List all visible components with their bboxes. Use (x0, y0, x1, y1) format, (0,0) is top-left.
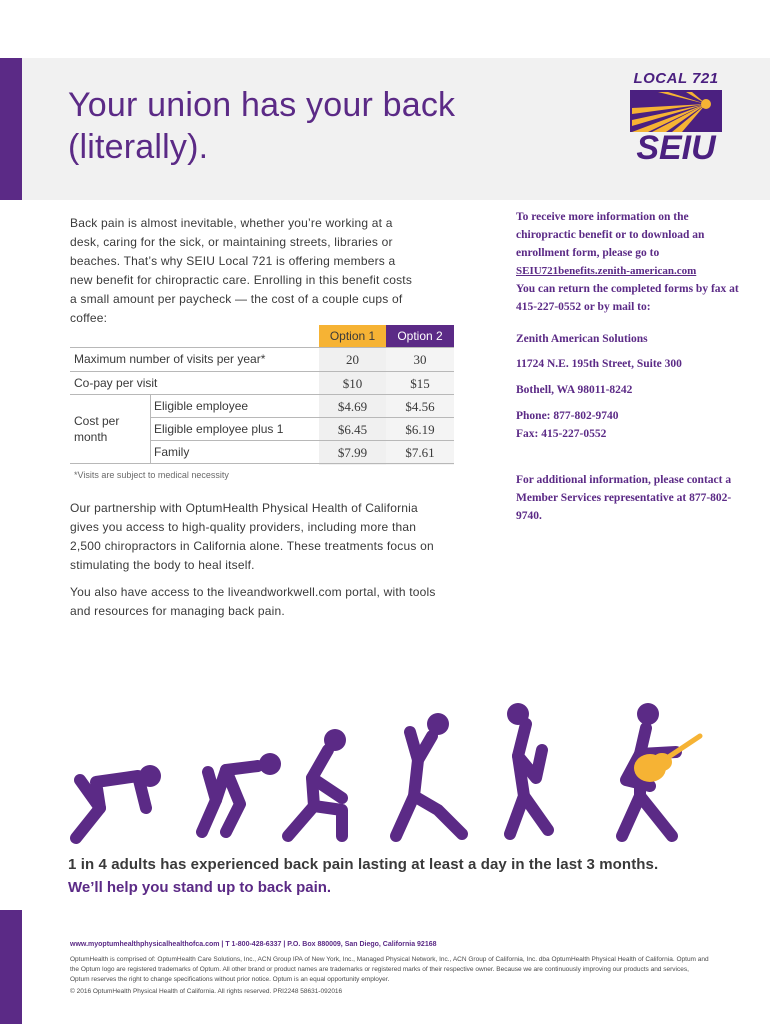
cost-option2: $6.19 (405, 422, 435, 437)
support-tagline: We’ll help you stand up to back pain. (68, 879, 332, 896)
mail-organization: Zenith American Solutions (516, 333, 648, 345)
option2-header: Option 2 (386, 325, 454, 347)
accent-bar-top (0, 58, 22, 200)
cost-row-label: Family (154, 445, 190, 459)
fax-number: Fax: 415-227-0552 (516, 428, 607, 440)
cost-row-label: Eligible employee plus 1 (154, 422, 284, 436)
option1-header: Option 1 (319, 325, 386, 347)
copay-label: Co-pay per visit (74, 376, 158, 390)
headline-line-1: Your union has your back (68, 86, 456, 124)
cost-option2: $7.61 (405, 445, 435, 460)
figure-crawling (76, 776, 146, 838)
mail-street: 11724 N.E. 195th Street, Suite 300 (516, 358, 682, 370)
accent-bar-bottom (0, 910, 22, 1024)
copay-option1: $10 (342, 376, 363, 391)
figure-kneeling-up (288, 750, 342, 836)
info-text: To receive more information on the chiropractic benefit or to download an enrollment form, please go to (516, 211, 705, 259)
member-services-text: For additional information, please contact a Member Services representative at 877-802-9740. (516, 474, 732, 522)
portal-paragraph: You also have access to the liveandworkwell.com portal, with tools and resources for managing back pain. (70, 585, 436, 618)
mail-city: Bothell, WA 98011-8242 (516, 384, 633, 396)
footer-contact: www.myoptumhealthphysicalhealthofca.com | T 1-800-428-6337 | P.O. Box 880009, San Diego, California 92168 (70, 941, 437, 948)
copay-option2: $15 (410, 376, 430, 391)
cost-option1: $6.45 (337, 422, 368, 437)
seiu-local-721-logo (628, 70, 724, 166)
statistic-tagline: 1 in 4 adults has experienced back pain lasting at least a day in the last 3 months. (68, 856, 659, 873)
enrollment-link[interactable]: SEIU721benefits.zenith-american.com (516, 265, 697, 277)
page-title (68, 84, 548, 168)
logo-local-text: LOCAL 721 (633, 70, 719, 87)
cost-option1: $4.69 (337, 399, 368, 414)
visits-option2: 30 (413, 352, 427, 367)
partnership-paragraph: Our partnership with OptumHealth Physical Health of California gives you access to high-quality providers, including more than 2,500 chiropractors in California alone. These treatments focus on stimulating the body to heal itself. (70, 501, 434, 572)
cost-row-label: Eligible employee (154, 399, 249, 413)
figure-standing (510, 724, 548, 834)
table-row (150, 394, 454, 418)
visits-option1: 20 (346, 352, 359, 367)
phone-number: Phone: 877-802-9740 (516, 410, 619, 422)
figure-guitar-player (622, 728, 676, 836)
table-footnote: *Visits are subject to medical necessity (74, 470, 229, 480)
headline-line-2: (literally). (68, 128, 209, 166)
return-forms-text: You can return the completed forms by fax at 415-227-0552 or by mail to: (516, 283, 739, 313)
logo-seiu-text: SEIU (636, 129, 716, 167)
cost-per-month-label: Cost per month (74, 414, 120, 444)
standing-up-figures-illustration (66, 700, 746, 850)
table-row-copay (70, 371, 454, 395)
cost-option2: $4.56 (405, 399, 435, 414)
figure-kneeling (202, 766, 258, 832)
table-row-visits (70, 347, 454, 371)
footer-copyright: © 2016 OptumHealth Physical Health of California. All rights reserved. PRI2248 58631-092016 (70, 988, 343, 995)
cost-option1: $7.99 (337, 445, 368, 460)
footer-legal: OptumHealth is comprised of: OptumHealth Care Solutions, Inc., ACN Group IPA of New York, Inc., Managed Physical Network, Inc., ACN Group of California, Inc. dba OptumHealth Physical Health of California. Optum and the Optum logo are registered trademarks of Optum. All other brand or product names are trademarks or registered marks of their respective owner. Because we are continuously improving our products and services, Optum reserves the right to change specifications without prior notice. Optum is an equal opportunity employer. (70, 956, 709, 983)
table-row (150, 440, 454, 464)
table-bottom-rule (70, 463, 454, 464)
logo-sunburst-icon (628, 88, 724, 134)
visits-label: Maximum number of visits per year* (74, 352, 266, 366)
table-row (150, 417, 454, 441)
cost-per-month-group (70, 394, 151, 464)
figure-rising (396, 732, 462, 836)
intro-paragraph: Back pain is almost inevitable, whether you’re working at a desk, caring for the sick, or maintaining streets, libraries or beaches. That’s why SEIU Local 721 is offering members a new benefit for chiropractic care. Enrolling in this benefit costs a small amount per paycheck — the cost of a couple cups of coffee: (70, 216, 413, 325)
